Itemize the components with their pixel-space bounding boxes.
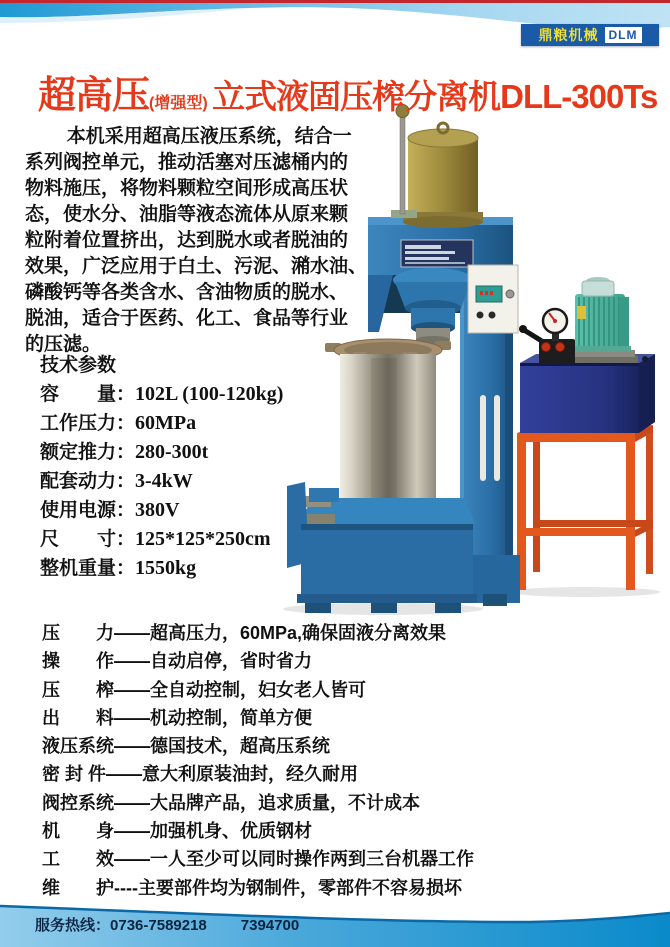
intro-line: 态，使水分、油脂等液态流体从原来颗 bbox=[25, 204, 349, 225]
feature-line: 机 身——加强机身、优质钢材 bbox=[42, 821, 312, 842]
spec-label: 工作压力： bbox=[40, 413, 136, 434]
intro-line: 脱油，适合于医药、化工、食品等行业 bbox=[25, 308, 349, 329]
spec-label: 配套动力： bbox=[40, 471, 136, 492]
hotline-phone-1: 0736-7589218 bbox=[110, 917, 207, 934]
feature-line: 维 护----主要部件均为钢制件，零部件不容易损坏 bbox=[42, 877, 462, 898]
brand-name: 鼎粮机械 bbox=[538, 27, 599, 43]
feature-line: 密 封 件——意大利原装油封，经久耐用 bbox=[42, 764, 359, 785]
feature-line: 工 效——一人至少可以同时操作两到三台机器工作 bbox=[42, 849, 474, 870]
control-box bbox=[468, 265, 518, 333]
spec-value: 280-300t bbox=[135, 441, 209, 463]
spec-label: 整机重量： bbox=[40, 558, 136, 579]
feature-list bbox=[42, 619, 474, 902]
spec-label: 使用电源： bbox=[40, 500, 136, 521]
feature-line: 压 力——超高压力，60MPa,确保固液分离效果 bbox=[42, 623, 447, 643]
steel-drum bbox=[325, 339, 451, 519]
spec-value: 380V bbox=[135, 499, 180, 521]
feature-line: 液压系统——德国技术，超高压系统 bbox=[42, 736, 330, 757]
spec-row bbox=[40, 467, 283, 496]
title-part-2: (增强型) bbox=[149, 95, 208, 112]
spec-row bbox=[40, 438, 283, 467]
feature-line: 压 榨——全自动控制，妇女老人皆可 bbox=[42, 679, 366, 700]
tech-specs-heading: 技术参数 bbox=[40, 355, 117, 376]
hydraulic-tank bbox=[520, 354, 655, 433]
service-hotline bbox=[35, 914, 299, 935]
spec-row bbox=[40, 380, 283, 409]
spec-row bbox=[40, 496, 283, 525]
title-part-1: 超高压 bbox=[38, 75, 150, 117]
hotline-label: 服务热线： bbox=[35, 917, 111, 934]
spec-value: 3-4kW bbox=[135, 470, 193, 492]
pump-stand bbox=[517, 425, 653, 590]
title-part-3: 立式液固压榨分离机DLL-300Ts bbox=[212, 78, 658, 115]
intro-line: 粒附着位置挤出，达到脱水或者脱油的 bbox=[25, 230, 349, 251]
spec-label: 额定推力： bbox=[40, 442, 136, 463]
spec-row bbox=[40, 554, 283, 583]
feature-line: 出 料——机动控制，简单方便 bbox=[42, 707, 312, 728]
brand-abbr-badge: DLM bbox=[605, 27, 642, 43]
hydraulic-cylinder bbox=[391, 105, 483, 229]
top-red-strip bbox=[0, 0, 670, 3]
spec-row bbox=[40, 409, 283, 438]
tech-specs bbox=[40, 351, 283, 583]
spec-value: 102L (100-120kg) bbox=[135, 383, 284, 405]
spec-row bbox=[40, 525, 283, 554]
spec-value: 125*125*250cm bbox=[135, 528, 271, 550]
intro-paragraph bbox=[25, 124, 367, 358]
intro-line: 系列阀控单元，推动活塞对压滤桶内的 bbox=[25, 152, 349, 173]
spec-value: 1550kg bbox=[135, 557, 197, 579]
spec-label: 尺 寸： bbox=[40, 529, 136, 550]
intro-line: 磷酸钙等各类含水、含油物质的脱水、 bbox=[25, 282, 349, 303]
intro-line: 的压滤。 bbox=[25, 334, 102, 355]
feature-line: 阀控系统——大品牌产品，追求质量，不计成本 bbox=[42, 792, 420, 813]
pressure-gauge-valve bbox=[519, 309, 575, 364]
page-title bbox=[38, 64, 663, 119]
intro-line: 效果，广泛应用于白土、污泥、潲水油、 bbox=[25, 256, 368, 277]
electric-motor bbox=[564, 277, 638, 363]
intro-line: 本机采用超高压液压系统，结合一 bbox=[66, 126, 352, 147]
hotline-phone-2: 7394700 bbox=[240, 917, 300, 934]
brand-banner bbox=[521, 24, 659, 46]
feature-line: 操 作——自动启停，省时省力 bbox=[42, 651, 312, 672]
spec-label: 容 量： bbox=[40, 384, 136, 405]
intro-line: 物料施压，将物料颗粒空间形成高压状 bbox=[25, 178, 349, 199]
spec-value: 60MPa bbox=[135, 412, 197, 434]
